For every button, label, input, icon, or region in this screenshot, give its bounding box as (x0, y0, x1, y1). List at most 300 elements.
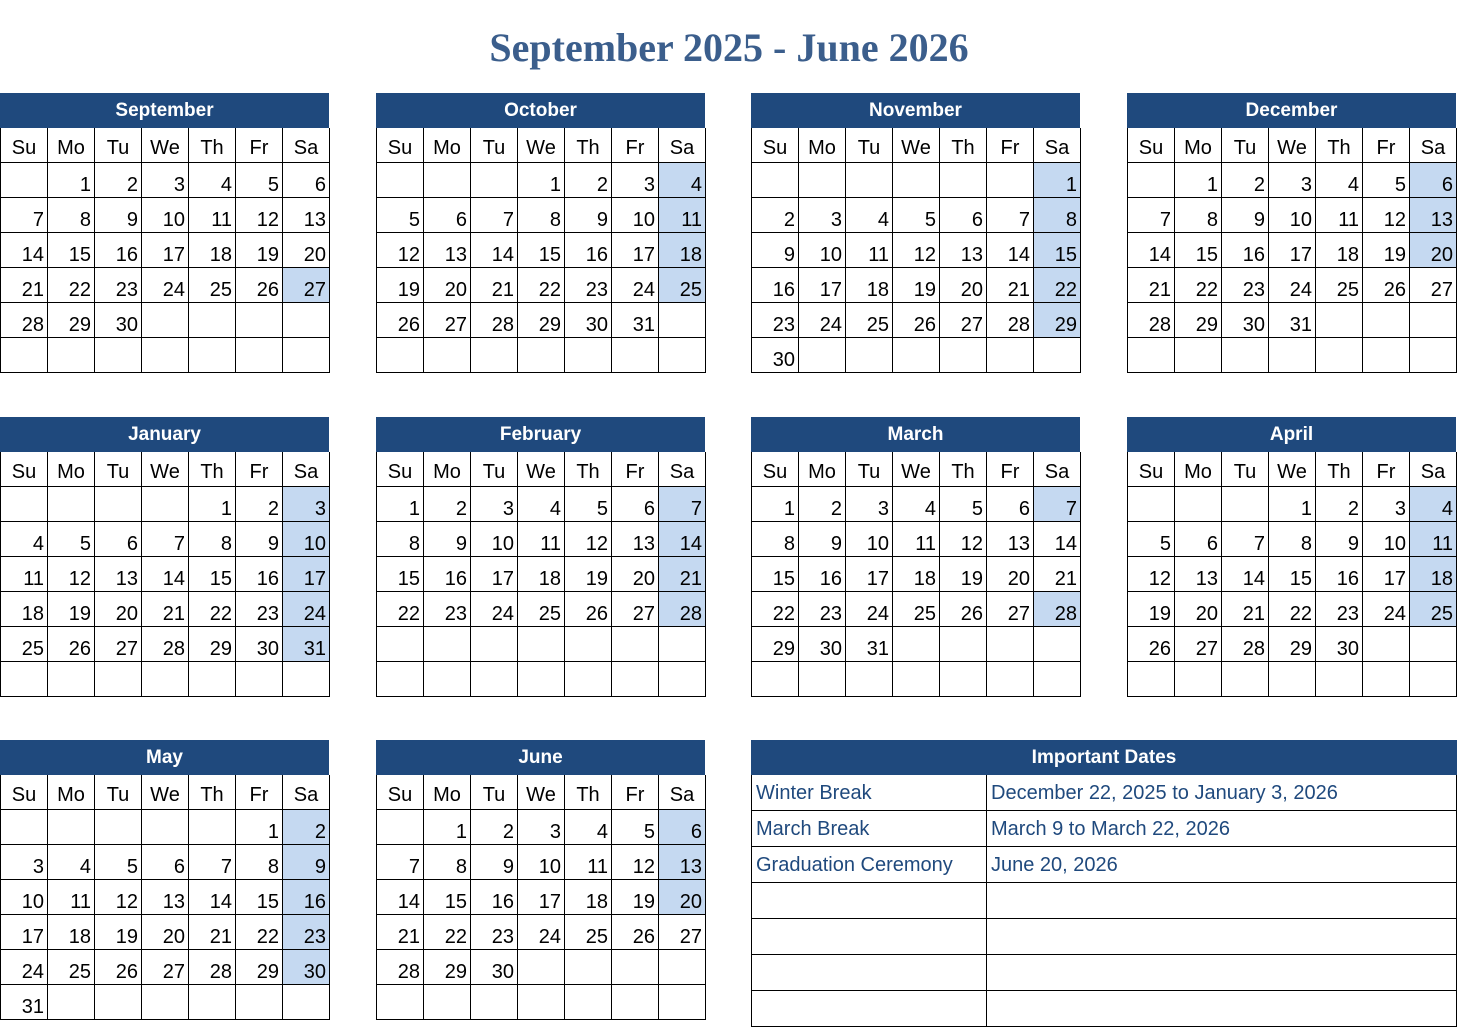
day-cell: 1 (1175, 163, 1222, 198)
day-cell: 11 (48, 880, 95, 915)
empty-cell (48, 662, 95, 697)
day-cell: 26 (893, 303, 940, 338)
empty-cell (471, 662, 518, 697)
day-cell: 3 (518, 810, 565, 845)
day-cell: 3 (1269, 163, 1316, 198)
day-cell: 8 (1175, 198, 1222, 233)
day-cell: 22 (236, 915, 283, 950)
empty-cell (1128, 662, 1175, 697)
day-cell: 20 (95, 592, 142, 627)
day-cell: 2 (1316, 487, 1363, 522)
weekday-label: We (893, 452, 940, 487)
day-cell: 10 (799, 233, 846, 268)
empty-cell (659, 338, 706, 373)
empty-cell (565, 338, 612, 373)
empty-cell (1128, 338, 1175, 373)
empty-cell (1, 810, 48, 845)
month-grid (376, 128, 705, 373)
day-cell: 27 (283, 268, 330, 303)
empty-cell (799, 338, 846, 373)
day-cell: 5 (1363, 163, 1410, 198)
day-cell: 16 (95, 233, 142, 268)
day-cell: 21 (142, 592, 189, 627)
day-cell: 31 (1, 985, 48, 1020)
day-cell: 18 (189, 233, 236, 268)
weekday-label: Mo (1175, 452, 1222, 487)
day-cell: 5 (940, 487, 987, 522)
day-cell: 12 (940, 522, 987, 557)
day-cell: 6 (659, 810, 706, 845)
weekday-label: We (1269, 452, 1316, 487)
day-cell: 13 (987, 522, 1034, 557)
day-cell: 7 (1034, 487, 1081, 522)
day-cell: 9 (752, 233, 799, 268)
empty-cell (236, 303, 283, 338)
day-cell: 8 (48, 198, 95, 233)
empty-cell (659, 627, 706, 662)
day-cell: 11 (1316, 198, 1363, 233)
event-date: June 20, 2026 (987, 847, 1457, 883)
day-cell: 3 (1, 845, 48, 880)
empty-cell (846, 163, 893, 198)
important-dates-table (751, 740, 1457, 1027)
day-cell: 11 (1410, 522, 1457, 557)
empty-cell (565, 985, 612, 1020)
day-cell: 27 (424, 303, 471, 338)
page-title: September 2025 - June 2026 (489, 25, 969, 70)
day-cell: 18 (1316, 233, 1363, 268)
day-cell: 4 (659, 163, 706, 198)
day-cell: 16 (565, 233, 612, 268)
weekday-label: Mo (424, 128, 471, 163)
day-cell: 15 (189, 557, 236, 592)
empty-cell (1128, 487, 1175, 522)
month-header: November (751, 93, 1080, 128)
month-grid (0, 128, 329, 373)
empty-cell (424, 627, 471, 662)
weekday-label: Th (940, 128, 987, 163)
empty-cell (1175, 487, 1222, 522)
empty-cell (893, 662, 940, 697)
day-cell: 28 (377, 950, 424, 985)
day-cell: 14 (659, 522, 706, 557)
day-cell: 12 (1128, 557, 1175, 592)
day-cell: 13 (95, 557, 142, 592)
day-cell: 8 (1034, 198, 1081, 233)
day-cell: 25 (189, 268, 236, 303)
day-cell: 10 (142, 198, 189, 233)
day-cell: 17 (142, 233, 189, 268)
day-cell: 14 (377, 880, 424, 915)
weekday-label: Mo (1175, 128, 1222, 163)
day-cell: 14 (142, 557, 189, 592)
day-cell: 18 (565, 880, 612, 915)
day-cell: 25 (518, 592, 565, 627)
month-header: December (1127, 93, 1456, 128)
day-cell: 24 (846, 592, 893, 627)
empty-cell (612, 627, 659, 662)
day-cell: 19 (1128, 592, 1175, 627)
day-cell: 23 (236, 592, 283, 627)
day-cell: 9 (424, 522, 471, 557)
day-cell: 18 (659, 233, 706, 268)
day-cell: 17 (846, 557, 893, 592)
day-cell: 16 (471, 880, 518, 915)
empty-cell (1410, 338, 1457, 373)
day-cell: 19 (893, 268, 940, 303)
empty-cell (893, 163, 940, 198)
empty-cell (142, 662, 189, 697)
event-date (987, 883, 1457, 919)
day-cell: 7 (1, 198, 48, 233)
weekday-label: Su (752, 128, 799, 163)
day-cell: 23 (95, 268, 142, 303)
empty-cell (518, 985, 565, 1020)
day-cell: 12 (893, 233, 940, 268)
empty-cell (987, 662, 1034, 697)
day-cell: 9 (1222, 198, 1269, 233)
weekday-label: We (518, 452, 565, 487)
empty-cell (1128, 163, 1175, 198)
day-cell: 1 (518, 163, 565, 198)
empty-cell (799, 662, 846, 697)
important-date-row (751, 775, 1457, 811)
weekday-label: Fr (236, 452, 283, 487)
empty-cell (471, 627, 518, 662)
day-cell: 9 (1316, 522, 1363, 557)
day-cell: 4 (565, 810, 612, 845)
day-cell: 18 (518, 557, 565, 592)
weekday-label: Su (1, 128, 48, 163)
empty-cell (940, 627, 987, 662)
day-cell: 25 (565, 915, 612, 950)
empty-cell (518, 950, 565, 985)
day-cell: 10 (846, 522, 893, 557)
day-cell: 7 (471, 198, 518, 233)
day-cell: 20 (1175, 592, 1222, 627)
day-cell: 14 (1034, 522, 1081, 557)
empty-cell (95, 662, 142, 697)
month-grid (1127, 452, 1456, 697)
day-cell: 30 (1316, 627, 1363, 662)
empty-cell (377, 163, 424, 198)
day-cell: 13 (659, 845, 706, 880)
day-cell: 23 (1222, 268, 1269, 303)
day-cell: 14 (1, 233, 48, 268)
day-cell: 30 (283, 950, 330, 985)
day-cell: 11 (659, 198, 706, 233)
weekday-label: Mo (799, 452, 846, 487)
weekday-label: Sa (283, 128, 330, 163)
event-date (987, 919, 1457, 955)
day-cell: 7 (142, 522, 189, 557)
day-cell: 27 (95, 627, 142, 662)
weekday-label: Fr (1363, 128, 1410, 163)
day-cell: 9 (236, 522, 283, 557)
weekday-label: Tu (471, 128, 518, 163)
empty-cell (1034, 627, 1081, 662)
event-name (752, 991, 987, 1027)
empty-cell (1316, 662, 1363, 697)
day-cell: 12 (1363, 198, 1410, 233)
empty-cell (518, 338, 565, 373)
day-cell: 19 (612, 880, 659, 915)
empty-cell (1034, 662, 1081, 697)
day-cell: 15 (518, 233, 565, 268)
empty-cell (518, 662, 565, 697)
day-cell: 5 (893, 198, 940, 233)
weekday-label: Su (377, 128, 424, 163)
day-cell: 4 (189, 163, 236, 198)
day-cell: 14 (471, 233, 518, 268)
empty-cell (940, 662, 987, 697)
day-cell: 6 (283, 163, 330, 198)
day-cell: 11 (518, 522, 565, 557)
day-cell: 23 (471, 915, 518, 950)
weekday-label: We (142, 452, 189, 487)
day-cell: 27 (1175, 627, 1222, 662)
day-cell: 6 (1175, 522, 1222, 557)
event-name (752, 955, 987, 991)
weekday-label: We (893, 128, 940, 163)
weekday-label: Th (189, 128, 236, 163)
day-cell: 30 (799, 627, 846, 662)
day-cell: 8 (236, 845, 283, 880)
day-cell: 10 (1363, 522, 1410, 557)
day-cell: 15 (1175, 233, 1222, 268)
day-cell: 30 (752, 338, 799, 373)
weekday-label: Mo (48, 128, 95, 163)
empty-cell (424, 338, 471, 373)
event-name: March Break (752, 811, 987, 847)
weekday-label: Su (377, 452, 424, 487)
day-cell: 24 (142, 268, 189, 303)
day-cell: 22 (752, 592, 799, 627)
weekday-label: Tu (846, 128, 893, 163)
empty-cell (283, 985, 330, 1020)
day-cell: 27 (940, 303, 987, 338)
month-april (1127, 417, 1456, 697)
day-cell: 17 (1269, 233, 1316, 268)
day-cell: 12 (565, 522, 612, 557)
weekday-label: Sa (659, 128, 706, 163)
empty-cell (565, 950, 612, 985)
day-cell: 16 (1316, 557, 1363, 592)
day-cell: 24 (471, 592, 518, 627)
day-cell: 4 (1410, 487, 1457, 522)
empty-cell (142, 985, 189, 1020)
empty-cell (612, 985, 659, 1020)
day-cell: 6 (612, 487, 659, 522)
day-cell: 6 (1410, 163, 1457, 198)
empty-cell (1, 487, 48, 522)
day-cell: 11 (846, 233, 893, 268)
day-cell: 12 (612, 845, 659, 880)
weekday-label: Sa (659, 775, 706, 810)
weekday-label: Sa (1034, 128, 1081, 163)
day-cell: 16 (424, 557, 471, 592)
day-cell: 26 (565, 592, 612, 627)
day-cell: 22 (424, 915, 471, 950)
day-cell: 30 (95, 303, 142, 338)
day-cell: 19 (95, 915, 142, 950)
day-cell: 8 (189, 522, 236, 557)
day-cell: 28 (189, 950, 236, 985)
day-cell: 17 (283, 557, 330, 592)
weekday-label: We (142, 775, 189, 810)
day-cell: 12 (236, 198, 283, 233)
month-header: March (751, 417, 1080, 452)
day-cell: 28 (471, 303, 518, 338)
day-cell: 28 (659, 592, 706, 627)
day-cell: 7 (189, 845, 236, 880)
day-cell: 31 (612, 303, 659, 338)
day-cell: 30 (1222, 303, 1269, 338)
day-cell: 8 (518, 198, 565, 233)
day-cell: 13 (424, 233, 471, 268)
weekday-label: Tu (1222, 452, 1269, 487)
day-cell: 7 (377, 845, 424, 880)
day-cell: 9 (283, 845, 330, 880)
empty-cell (1175, 662, 1222, 697)
day-cell: 3 (799, 198, 846, 233)
day-cell: 17 (1, 915, 48, 950)
day-cell: 16 (799, 557, 846, 592)
empty-cell (48, 487, 95, 522)
day-cell: 29 (752, 627, 799, 662)
empty-cell (95, 487, 142, 522)
weekday-label: Tu (95, 452, 142, 487)
day-cell: 4 (893, 487, 940, 522)
day-cell: 5 (48, 522, 95, 557)
empty-cell (1410, 303, 1457, 338)
important-date-row (751, 991, 1457, 1027)
empty-cell (236, 985, 283, 1020)
month-grid (1127, 128, 1456, 373)
day-cell: 14 (189, 880, 236, 915)
day-cell: 15 (752, 557, 799, 592)
day-cell: 29 (424, 950, 471, 985)
day-cell: 19 (940, 557, 987, 592)
empty-cell (1175, 338, 1222, 373)
weekday-label: We (518, 128, 565, 163)
empty-cell (95, 338, 142, 373)
day-cell: 14 (1128, 233, 1175, 268)
day-cell: 26 (48, 627, 95, 662)
day-cell: 3 (846, 487, 893, 522)
empty-cell (377, 662, 424, 697)
month-header: October (376, 93, 705, 128)
day-cell: 28 (1128, 303, 1175, 338)
weekday-label: Fr (987, 452, 1034, 487)
day-cell: 6 (987, 487, 1034, 522)
day-cell: 31 (283, 627, 330, 662)
empty-cell (283, 338, 330, 373)
day-cell: 24 (518, 915, 565, 950)
weekday-label: We (1269, 128, 1316, 163)
day-cell: 22 (48, 268, 95, 303)
day-cell: 29 (1034, 303, 1081, 338)
empty-cell (1363, 627, 1410, 662)
day-cell: 29 (48, 303, 95, 338)
month-grid (751, 452, 1080, 697)
day-cell: 8 (752, 522, 799, 557)
empty-cell (1316, 303, 1363, 338)
day-cell: 23 (1316, 592, 1363, 627)
day-cell: 18 (48, 915, 95, 950)
day-cell: 1 (424, 810, 471, 845)
day-cell: 21 (1034, 557, 1081, 592)
day-cell: 5 (95, 845, 142, 880)
empty-cell (659, 662, 706, 697)
day-cell: 20 (283, 233, 330, 268)
day-cell: 22 (1175, 268, 1222, 303)
day-cell: 6 (424, 198, 471, 233)
empty-cell (752, 662, 799, 697)
day-cell: 12 (95, 880, 142, 915)
empty-cell (565, 662, 612, 697)
day-cell: 26 (95, 950, 142, 985)
month-header: January (0, 417, 329, 452)
day-cell: 5 (1128, 522, 1175, 557)
day-cell: 24 (612, 268, 659, 303)
empty-cell (1034, 338, 1081, 373)
month-september (0, 93, 329, 373)
day-cell: 27 (612, 592, 659, 627)
day-cell: 7 (987, 198, 1034, 233)
empty-cell (1222, 662, 1269, 697)
weekday-label: We (518, 775, 565, 810)
empty-cell (752, 163, 799, 198)
weekday-label: Tu (95, 775, 142, 810)
weekday-label: Sa (1410, 128, 1457, 163)
day-cell: 3 (1363, 487, 1410, 522)
day-cell: 10 (1269, 198, 1316, 233)
day-cell: 5 (236, 163, 283, 198)
day-cell: 23 (752, 303, 799, 338)
day-cell: 21 (377, 915, 424, 950)
weekday-label: Th (940, 452, 987, 487)
important-date-row (751, 883, 1457, 919)
important-date-row (751, 919, 1457, 955)
month-november (751, 93, 1080, 373)
day-cell: 9 (471, 845, 518, 880)
day-cell: 15 (1034, 233, 1081, 268)
day-cell: 17 (471, 557, 518, 592)
weekday-label: Tu (471, 775, 518, 810)
empty-cell (659, 985, 706, 1020)
day-cell: 16 (283, 880, 330, 915)
day-cell: 11 (1, 557, 48, 592)
day-cell: 11 (893, 522, 940, 557)
day-cell: 1 (752, 487, 799, 522)
important-date-row (751, 955, 1457, 991)
event-date (987, 991, 1457, 1027)
day-cell: 16 (236, 557, 283, 592)
day-cell: 21 (189, 915, 236, 950)
weekday-label: Mo (48, 452, 95, 487)
day-cell: 2 (752, 198, 799, 233)
day-cell: 21 (659, 557, 706, 592)
day-cell: 20 (987, 557, 1034, 592)
important-dates-rows (751, 775, 1457, 1027)
day-cell: 10 (471, 522, 518, 557)
day-cell: 5 (377, 198, 424, 233)
day-cell: 15 (424, 880, 471, 915)
month-header: September (0, 93, 329, 128)
event-name: Graduation Ceremony (752, 847, 987, 883)
weekday-label: Tu (95, 128, 142, 163)
